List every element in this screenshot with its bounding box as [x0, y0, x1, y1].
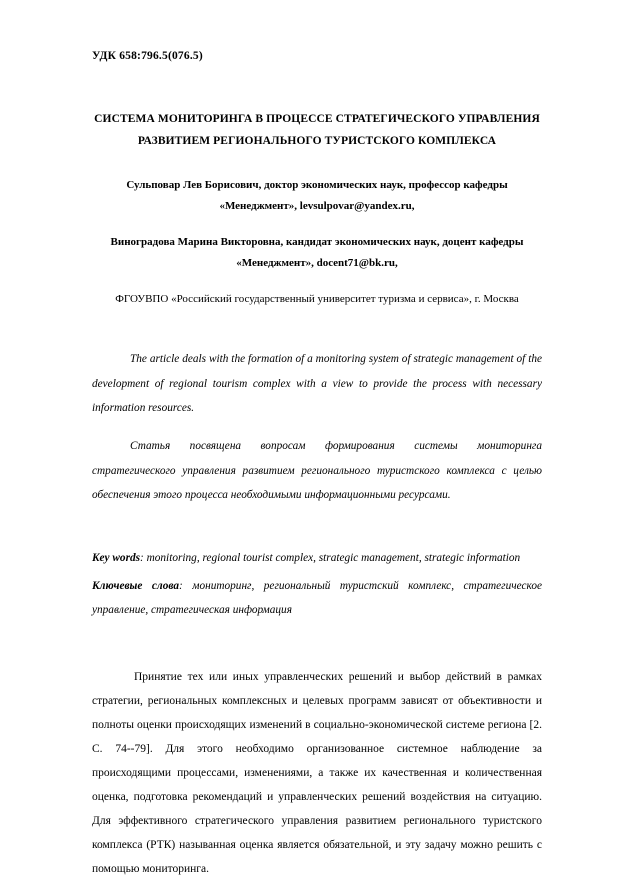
keywords-english-value: : monitoring, regional tourist complex, strategic management, strategic information — [140, 552, 521, 565]
keywords-russian — [92, 575, 542, 622]
body-paragraph-1: Принятие тех или иных управленческих решений и выбор действий в рамках стратегии, региональных комплексных и целевых программ зависят от объективности и полноты оценки происходящих изменений в социально-экономической системе региона [2. С. 74--79]. Для этого необходимо организованное системное наблюдение за происходящими процессами, изменениями, а также их качественная и количественная оценка, подготовка рекомендаций и управленческих решений воздействия на ситуацию. Для эффективного стратегического управления развитием регионального туристского комплекса (РТК) называнная оценка является обязательной, и эту задачу можно решить с помощью мониторинга. — [92, 671, 542, 875]
page-title: СИСТЕМА МОНИТОРИНГА В ПРОЦЕССЕ СТРАТЕГИЧЕСКОГО УПРАВЛЕНИЯ РАЗВИТИЕМ РЕГИОНАЛЬНОГО ТУРИСТСКОГО КОМПЛЕКСА — [94, 113, 540, 148]
abstract-russian: Статья посвящена вопросам формирования системы мониторинга стратегического управления развитием регионального туристского комплекса с целью обеспечения этого процесса необходимыми информационными ресурсами. — [92, 440, 542, 501]
keywords-russian-label: Ключевые слова — [92, 579, 179, 592]
author-line-2: Виноградова Марина Викторовна, кандидат экономических наук, доцент кафедры «Менеджмент», docent71@bk.ru, — [110, 235, 524, 270]
author-line-1: Сульповар Лев Борисович, доктор экономических наук, профессор кафедры «Менеджмент», levsulpovar@yandex.ru, — [126, 178, 508, 213]
keywords-english-label: Key words — [92, 552, 141, 565]
abstract-english: The article deals with the formation of a monitoring system of strategic management of the development of regional tourism complex with a view to provide the process with necessary information resources. — [92, 353, 542, 415]
udk-code: УДК 658:796.5(076.5) — [92, 50, 203, 62]
keywords-russian-value: : мониторинг, региональный туристский комплекс, стратегическое управление, стратегическая информация — [92, 579, 542, 616]
keywords-english — [92, 547, 542, 571]
affiliation: ФГОУВПО «Российский государственный университет туризма и сервиса», г. Москва — [115, 292, 519, 305]
